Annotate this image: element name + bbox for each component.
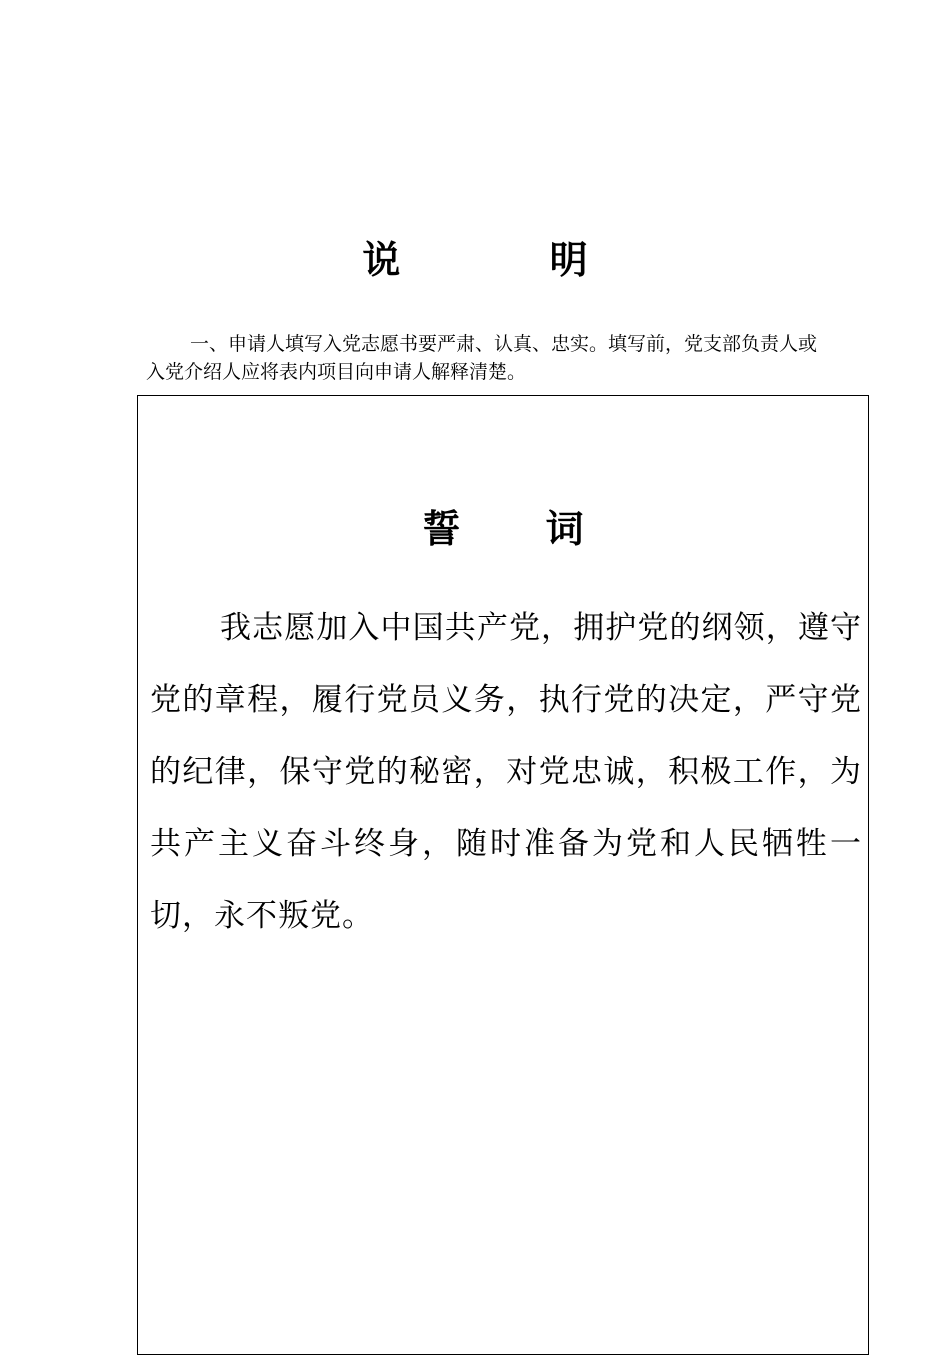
oath-text: 我志愿加入中国共产党，拥护党的纲领，遵守党的章程，履行党员义务，执行党的决定，严守党的纪律，保守党的秘密，对党忠诚，积极工作，为共产主义奋斗终身，随时准备为党和人民牺牲一切，永不叛党。	[150, 610, 862, 934]
page-title: 说 明	[362, 237, 656, 282]
oath-box	[137, 395, 869, 1355]
instruction-paragraph: 一、申请人填写入党志愿书要严肃、认真、忠实。填写前，党支部负责人或入党介绍人应将表内项目向申请人解释清楚。	[146, 333, 818, 383]
oath-title: 誓 词	[422, 506, 620, 551]
